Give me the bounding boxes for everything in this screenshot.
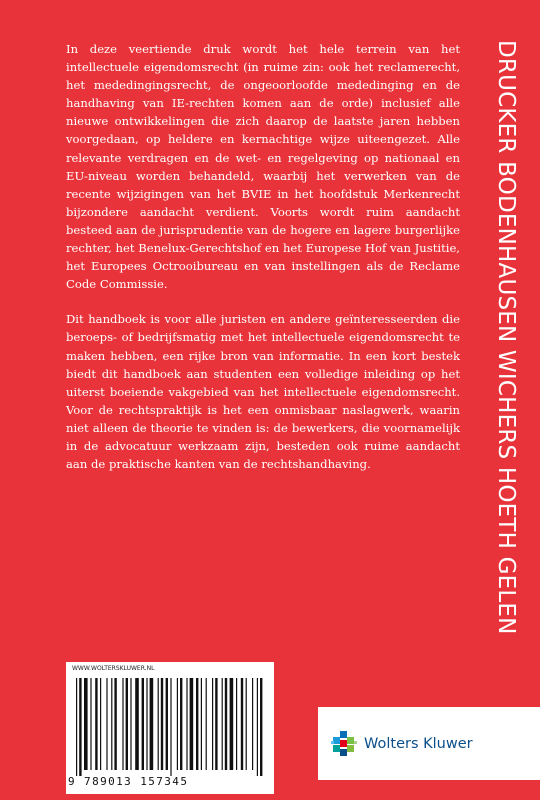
barcode-bar — [230, 678, 234, 770]
barcode-bar — [201, 678, 202, 770]
barcode-bar — [146, 678, 147, 770]
publisher-logo — [318, 707, 540, 780]
barcode-bar — [122, 678, 123, 770]
barcode-bar — [142, 678, 144, 770]
barcode-bar — [186, 678, 187, 770]
barcode-bar — [111, 678, 112, 770]
barcode-bar — [190, 678, 194, 770]
spine-authors: DRUCKER BODENHAUSEN WICHERS HOETH GELEN — [493, 40, 519, 635]
barcode-label — [66, 662, 274, 794]
publisher-name: Wolters Kluwer — [364, 735, 473, 752]
barcode-bar — [130, 678, 131, 770]
wolters-kluwer-logo-icon — [330, 730, 358, 758]
barcode-bar — [222, 678, 223, 770]
barcode-bar — [170, 678, 171, 776]
back-cover-blurb — [66, 40, 460, 490]
barcode-bar — [76, 678, 77, 776]
barcode-bar — [161, 678, 163, 770]
isbn-barcode — [72, 678, 268, 776]
barcode-bar — [84, 678, 88, 770]
barcode-bar — [177, 678, 178, 770]
barcode-bar — [206, 678, 207, 770]
barcode-bar — [236, 678, 237, 770]
barcode-bar — [215, 678, 217, 770]
barcode-bar — [241, 678, 243, 770]
barcode-bar — [246, 678, 247, 770]
barcode-bar — [260, 678, 262, 776]
blurb-paragraph-1: In deze veertiende druk wordt het hele terrein van het intellectuele eigendomsrecht (in ruime zin: ook het reclamerecht, het mededingingsrecht, de ongeoorloofde mededinging en de handhaving van IE-rechten komen aan de orde) inclusief alle nieuwe ontwikkelingen die zich daarop de laatste jaren hebben voorgedaan, op heldere en kernachtige wijze uiteengezet. Alle relevante verdragen en de wet- en regelgeving op nationaal en EU-niveau worden behandeld, waarbij het verwerken van de recente wijzigingen van het BVIE in het hoofdstuk Merkenrecht bijzondere aandacht verdient. Voorts wordt ruim aandacht besteed aan de jurisprudentie van de hogere en lagere burgerlijke rechter, het Benelux-Gerechtshof en het Europese Hof van Justitie, het Europees Octrooibureau en van instellingen als de Reclame Code Commissie. — [66, 42, 460, 292]
barcode-bar — [100, 678, 101, 770]
barcode-bar — [180, 678, 182, 770]
barcode-bar — [79, 678, 81, 776]
barcode-bar — [126, 678, 128, 770]
barcode-bar — [90, 678, 91, 770]
barcode-bar — [106, 678, 107, 770]
barcode-bar — [135, 678, 139, 770]
barcode-bar — [158, 678, 159, 770]
barcode-bar — [196, 678, 198, 770]
barcode-bar — [257, 678, 258, 776]
barcode-bar — [252, 678, 253, 770]
barcode-bar — [212, 678, 213, 770]
barcode-bar — [114, 678, 116, 770]
barcode-bar — [150, 678, 154, 770]
publisher-website: WWW.WOLTERSKLUWER.NL — [72, 665, 155, 672]
barcode-bar — [166, 678, 168, 770]
barcode-bar — [225, 678, 227, 770]
isbn-digits: 9 789013 157345 — [68, 775, 189, 788]
blurb-paragraph-2: Dit handboek is voor alle juristen en andere geïnteresseerden die beroeps- of bedrijfsmatig met het intellectuele eigendomsrecht te maken hebben, een rijke bron van informatie. In een kort bestek biedt dit handboek aan studenten een volledige inleiding op het uiterst boeiende vakgebied van het intellectuele eigendomsrecht. Voor de rechtspraktijk is het een onmisbaar naslagwerk, waarin niet alleen de theorie te vinden is: de bewerkers, die voornamelijk in de advocatuur werkzaam zijn, besteden ook ruime aandacht aan de praktische kanten van de rechtshandhaving. — [66, 312, 460, 472]
barcode-bar — [95, 678, 97, 770]
